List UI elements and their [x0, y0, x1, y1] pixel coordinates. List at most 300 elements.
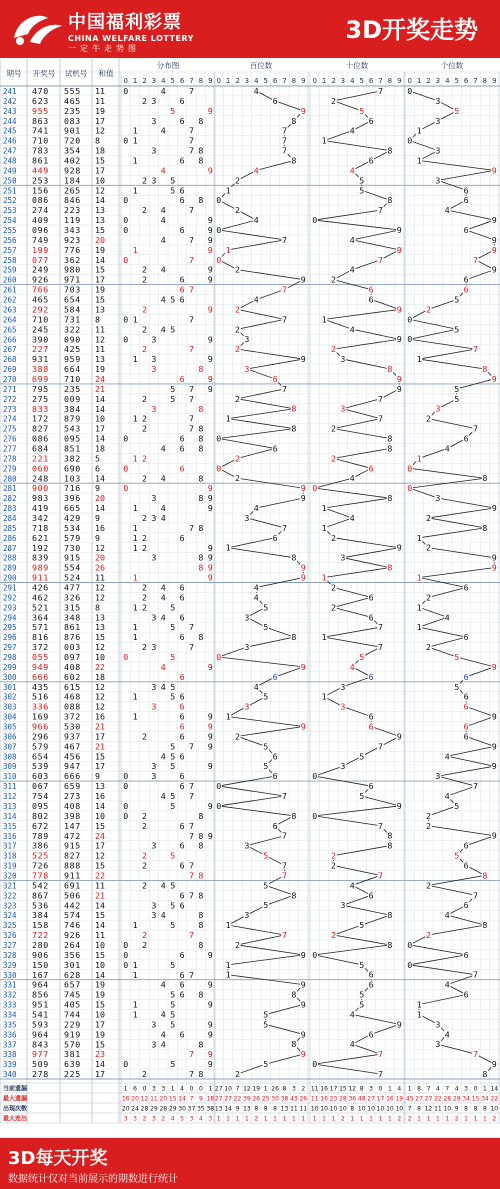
stat-value: 27 — [214, 1085, 223, 1093]
sum-value: 11 — [95, 324, 105, 335]
sum-value: 9 — [95, 532, 100, 543]
distribution-digit: 2 — [142, 95, 147, 106]
stat-value: 29 — [452, 1095, 461, 1103]
test-number: 264 — [64, 939, 81, 950]
sum-value: 10 — [95, 959, 105, 970]
distribution-digit: 8 — [198, 910, 204, 921]
trend-point: 6 — [463, 691, 469, 702]
stat-value: 8 — [350, 1105, 355, 1113]
test-number: 382 — [64, 453, 81, 464]
sum-value: 11 — [95, 880, 105, 891]
stat-value: 22 — [233, 1095, 242, 1103]
trend-point: 1 — [321, 572, 327, 583]
trend-point: 0 — [216, 781, 222, 792]
section-header-3: 个位数 — [440, 61, 464, 70]
draw-number: 726 — [32, 860, 49, 871]
trend-point: 6 — [368, 463, 374, 474]
stat-value: 4 — [198, 1115, 203, 1123]
stat-value: 0 — [142, 1085, 147, 1093]
trend-point: 4 — [444, 205, 450, 216]
issue-number: 249 — [3, 166, 17, 176]
stat-value: 2 — [142, 1115, 147, 1123]
digit-header: 8 — [198, 77, 204, 85]
draw-number: 789 — [32, 830, 49, 841]
trend-point: 7 — [282, 383, 287, 394]
distribution-digit: 4 — [160, 205, 166, 216]
draw-number: 684 — [32, 443, 49, 454]
distribution-digit: 4 — [160, 264, 166, 275]
page-title: 3D开奖走势 — [345, 16, 478, 44]
draw-number: 955 — [32, 105, 49, 116]
distribution-digit: 8 — [198, 423, 204, 434]
stat-value: 8 — [482, 1105, 487, 1113]
trend-point: 7 — [378, 1069, 383, 1080]
distribution-digit: 4 — [160, 582, 166, 593]
stat-value: 34 — [481, 1095, 489, 1103]
distribution-digit: 9 — [207, 979, 213, 990]
trend-point: 2 — [426, 512, 431, 523]
issue-number: 308 — [3, 752, 17, 762]
trend-point: 1 — [416, 155, 422, 166]
stat-value: 1 — [301, 1115, 306, 1123]
distribution-digit: 5 — [170, 383, 176, 394]
sum-value: 9 — [95, 512, 100, 523]
distribution-digit: 5 — [170, 105, 176, 116]
trend-point: 4 — [349, 1039, 355, 1050]
trend-point: 2 — [235, 175, 240, 186]
issue-number: 316 — [3, 831, 17, 841]
digit-header: 6 — [179, 77, 185, 85]
test-number: 147 — [64, 820, 81, 831]
stat-value: 1 — [263, 1085, 268, 1093]
sum-value: 14 — [95, 393, 105, 404]
test-number: 928 — [64, 165, 81, 176]
stat-value: 1 — [244, 1115, 249, 1123]
sum-value: 11 — [95, 95, 105, 106]
distribution-digit: 9 — [207, 761, 213, 772]
issue-number: 255 — [3, 226, 17, 236]
trend-point: 8 — [482, 364, 488, 375]
draw-number: 516 — [32, 691, 49, 702]
sum-value: 14 — [95, 195, 105, 206]
issue-number: 265 — [3, 325, 17, 335]
logo-chinese-name: 中国福利彩票 — [68, 12, 182, 33]
digit-header: 5 — [359, 77, 364, 85]
draw-number: 292 — [32, 304, 49, 315]
issue-number: 307 — [3, 742, 17, 752]
stat-value: 25 — [261, 1095, 270, 1103]
draw-number: 521 — [32, 602, 49, 613]
test-number: 235 — [64, 383, 81, 394]
trend-point: 3 — [340, 354, 346, 365]
distribution-digit: 7 — [189, 622, 194, 633]
distribution-digit: 2 — [142, 344, 147, 355]
issue-number: 315 — [3, 821, 17, 831]
trend-point: 3 — [435, 95, 441, 106]
stat-value: 2 — [301, 1085, 306, 1093]
distribution-digit: 6 — [179, 751, 185, 762]
trend-point: 2 — [331, 453, 336, 464]
trend-point: 9 — [300, 999, 306, 1010]
distribution-digit: 3 — [151, 910, 157, 921]
stat-value: 8 — [263, 1105, 268, 1113]
stat-value: 0 — [378, 1085, 383, 1093]
sum-value: 17 — [95, 840, 105, 851]
draw-number: 666 — [32, 671, 49, 682]
distribution-digit: 2 — [142, 413, 147, 424]
distribution-digit: 2 — [142, 512, 147, 523]
issue-column-header: 期号 — [6, 69, 22, 78]
trend-point: 5 — [263, 622, 269, 633]
stat-value: 3 — [291, 1085, 296, 1093]
trend-point: 3 — [340, 552, 346, 563]
distribution-digit: 1 — [132, 314, 138, 325]
issue-number: 340 — [3, 1070, 17, 1080]
trend-point: 4 — [253, 503, 259, 514]
sum-value: 26 — [95, 562, 105, 573]
trend-point: 0 — [312, 810, 318, 821]
stat-value: 37 — [187, 1105, 196, 1113]
digit-header: 9 — [397, 77, 402, 85]
trend-point: 1 — [321, 135, 327, 146]
sum-value: 15 — [95, 820, 105, 831]
stat-value: 3 — [208, 1115, 213, 1123]
distribution-digit: 1 — [132, 453, 138, 464]
trend-point: 1 — [225, 413, 231, 424]
stat-value: 9 — [198, 1095, 203, 1103]
distribution-digit: 5 — [170, 741, 176, 752]
issue-number: 297 — [3, 643, 17, 653]
issue-number: 290 — [3, 573, 17, 583]
issue-number: 335 — [3, 1020, 17, 1030]
distribution-digit: 1 — [132, 125, 138, 136]
draw-number: 542 — [32, 880, 49, 891]
trend-point: 9 — [300, 562, 306, 573]
draw-number: 150 — [32, 959, 49, 970]
distribution-digit: 9 — [207, 711, 213, 722]
trend-point: 1 — [416, 453, 422, 464]
sum-value: 12 — [95, 185, 105, 196]
distribution-digit: 8 — [198, 632, 204, 643]
sum-value: 17 — [95, 761, 105, 772]
test-number: 746 — [64, 920, 81, 931]
digit-header: 4 — [350, 77, 355, 85]
footer-note: 数据统计仅对当前展示的期数进行统计 — [8, 1174, 178, 1185]
distribution-digit: 6 — [179, 781, 185, 792]
issue-number: 272 — [3, 394, 17, 404]
issue-number: 276 — [3, 434, 17, 444]
digit-header: 3 — [435, 77, 441, 85]
trend-point: 8 — [291, 423, 297, 434]
draw-number: 409 — [32, 215, 49, 226]
trend-point: 7 — [378, 254, 383, 265]
distribution-digit: 1 — [132, 920, 138, 931]
draw-number: 095 — [32, 800, 49, 811]
distribution-digit: 3 — [151, 612, 157, 623]
issue-number: 288 — [3, 553, 17, 563]
digit-header: 4 — [445, 77, 450, 85]
draw-number: 364 — [32, 612, 49, 623]
sum-value: 17 — [95, 274, 105, 285]
distribution-digit: 6 — [179, 155, 185, 166]
distribution-digit: 1 — [132, 155, 138, 166]
trend-point: 4 — [253, 681, 259, 692]
issue-number: 277 — [3, 444, 17, 454]
test-number: 097 — [64, 652, 81, 663]
distribution-digit: 7 — [189, 830, 194, 841]
sum-value: 12 — [95, 681, 105, 692]
stat-value: 11 — [310, 1095, 319, 1103]
draw-number: 783 — [32, 145, 49, 156]
trend-point: 8 — [482, 870, 488, 881]
trend-point: 5 — [359, 185, 365, 196]
stat-value: 2 — [161, 1115, 166, 1123]
stat-value: 1 — [350, 1115, 355, 1123]
stat-value: 15 — [339, 1085, 347, 1093]
distribution-digit: 8 — [198, 145, 204, 156]
stat-value: 10 — [320, 1105, 328, 1113]
distribution-digit: 7 — [189, 413, 194, 424]
trend-point: 6 — [368, 294, 374, 305]
draw-number: 419 — [32, 503, 49, 514]
draw-number: 449 — [32, 165, 49, 176]
distribution-digit: 6 — [179, 284, 185, 295]
distribution-digit: 7 — [189, 1069, 194, 1080]
test-number: 639 — [64, 1059, 81, 1070]
test-number: 003 — [64, 642, 81, 653]
test-number: 926 — [64, 930, 81, 941]
test-number: 408 — [64, 661, 81, 672]
test-number: 265 — [64, 185, 81, 196]
trend-point: 7 — [282, 145, 287, 156]
draw-number: 839 — [32, 552, 49, 563]
sum-value: 14 — [95, 254, 105, 265]
trend-point: 5 — [359, 959, 365, 970]
trend-point: 5 — [263, 850, 269, 861]
distribution-digit: 3 — [151, 145, 157, 156]
trend-point: 1 — [416, 622, 422, 633]
distribution-digit: 2 — [142, 850, 147, 861]
issue-number: 267 — [3, 345, 17, 355]
distribution-digit: 8 — [198, 115, 204, 126]
digit-header: 2 — [331, 77, 336, 85]
distribution-digit: 4 — [160, 751, 166, 762]
stat-value: 4 — [435, 1085, 440, 1093]
test-number: 343 — [64, 225, 81, 236]
stat-value: 16 — [320, 1095, 328, 1103]
sum-value: 18 — [95, 671, 105, 682]
stat-value: 13 — [243, 1105, 251, 1113]
trend-point: 2 — [235, 453, 240, 464]
sum-value: 14 — [95, 800, 105, 811]
distribution-digit: 6 — [179, 632, 185, 643]
stat-value: 1 — [387, 1085, 392, 1093]
stat-value: 35 — [197, 1105, 205, 1113]
distribution-digit: 5 — [170, 294, 176, 305]
digit-header: 0 — [123, 77, 128, 85]
trend-point: 1 — [225, 244, 231, 255]
trend-point: 7 — [378, 205, 383, 216]
draw-number: 571 — [32, 622, 49, 633]
issue-number: 305 — [3, 722, 17, 732]
test-number: 901 — [64, 125, 81, 136]
trend-point: 3 — [435, 115, 441, 126]
distribution-digit: 4 — [160, 661, 166, 672]
distribution-digit: 4 — [160, 612, 166, 623]
test-number: 659 — [64, 781, 81, 792]
distribution-digit: 7 — [189, 969, 194, 980]
trend-point: 1 — [416, 602, 422, 613]
trend-point: 8 — [291, 890, 297, 901]
distribution-digit: 6 — [179, 592, 185, 603]
trend-point: 1 — [416, 572, 422, 583]
distribution-digit: 2 — [142, 731, 147, 742]
stat-row-label: 当前遗漏 — [3, 1085, 28, 1093]
sum-value: 14 — [95, 403, 105, 414]
trend-point: 0 — [407, 483, 413, 494]
stat-value: 1 — [312, 1115, 317, 1123]
stat-value: 0 — [189, 1085, 194, 1093]
trend-point: 1 — [416, 999, 422, 1010]
test-number: 691 — [64, 880, 81, 891]
trend-point: 0 — [312, 483, 318, 494]
sum-value: 17 — [95, 1019, 105, 1030]
trend-point: 5 — [359, 751, 365, 762]
stat-value: 8 — [254, 1105, 259, 1113]
issue-number: 274 — [3, 414, 17, 424]
distribution-digit: 9 — [207, 274, 213, 285]
draw-number: 718 — [32, 522, 49, 533]
sum-value: 17 — [95, 115, 105, 126]
sum-value: 19 — [95, 105, 105, 116]
draw-number: 867 — [32, 890, 49, 901]
stat-value: 8 — [282, 1085, 287, 1093]
distribution-digit: 3 — [151, 761, 157, 772]
stat-value: 16 — [320, 1085, 328, 1093]
distribution-digit: 6 — [179, 949, 185, 960]
distribution-digit: 5 — [170, 850, 176, 861]
draw-number: 710 — [32, 135, 49, 146]
trend-point: 4 — [349, 512, 355, 523]
trend-point: 6 — [463, 721, 469, 732]
draw-number: 280 — [32, 939, 49, 950]
test-number: 354 — [64, 145, 81, 156]
sum-value: 19 — [95, 1029, 105, 1040]
distribution-digit: 7 — [189, 791, 194, 802]
distribution-digit: 5 — [170, 652, 176, 663]
draw-number: 245 — [32, 324, 49, 335]
issue-number: 303 — [3, 702, 17, 712]
trend-point: 1 — [321, 522, 327, 533]
digit-header: 9 — [208, 77, 213, 85]
trend-point: 9 — [491, 215, 497, 226]
issue-number: 298 — [3, 653, 17, 663]
distribution-digit: 9 — [207, 373, 213, 384]
stat-value: 1 — [170, 1085, 175, 1093]
test-number: 301 — [64, 959, 81, 970]
draw-number: 603 — [32, 771, 49, 782]
draw-number: 541 — [32, 1009, 49, 1020]
stat-value: 3 — [369, 1085, 374, 1093]
trend-point: 6 — [463, 989, 469, 1000]
test-number: 720 — [64, 135, 81, 146]
stat-value: 1 — [216, 1115, 221, 1123]
issue-number: 334 — [3, 1010, 17, 1020]
distribution-digit: 4 — [160, 681, 166, 692]
test-number: 628 — [64, 969, 81, 980]
distribution-digit: 8 — [198, 443, 204, 454]
trend-point: 6 — [463, 701, 469, 712]
test-number: 657 — [64, 979, 81, 990]
trend-point: 3 — [244, 910, 250, 921]
distribution-digit: 4 — [160, 979, 166, 990]
distribution-digit: 7 — [189, 423, 194, 434]
trend-point: 1 — [416, 1009, 422, 1020]
distribution-digit: 7 — [189, 642, 194, 653]
draw-number: 856 — [32, 989, 49, 1000]
distribution-digit: 9 — [207, 949, 213, 960]
trend-point: 4 — [349, 880, 355, 891]
trend-point: 9 — [396, 334, 402, 345]
draw-column-header: 开奖号 — [32, 69, 56, 78]
trend-point: 9 — [396, 542, 402, 553]
distribution-digit: 9 — [207, 830, 213, 841]
trend-point: 1 — [416, 532, 422, 543]
trend-point: 5 — [263, 761, 269, 772]
distribution-digit: 8 — [198, 403, 204, 414]
distribution-digit: 9 — [207, 354, 213, 365]
distribution-digit: 9 — [207, 661, 213, 672]
trend-point: 8 — [387, 939, 393, 950]
distribution-digit: 2 — [142, 205, 147, 216]
test-number: 716 — [64, 483, 81, 494]
sum-value: 15 — [95, 264, 105, 275]
trend-point: 2 — [235, 264, 240, 275]
test-number: 602 — [64, 671, 81, 682]
distribution-digit: 8 — [198, 840, 204, 851]
distribution-digit: 5 — [170, 681, 176, 692]
trend-point: 1 — [225, 959, 231, 970]
trend-point: 6 — [463, 731, 469, 742]
trend-point: 2 — [426, 820, 431, 831]
trend-point: 4 — [253, 165, 259, 176]
digit-header: 0 — [312, 77, 317, 85]
sum-value: 17 — [95, 731, 105, 742]
distribution-digit: 2 — [142, 274, 147, 285]
trend-point: 4 — [349, 1009, 355, 1020]
stat-value: 45 — [405, 1095, 414, 1103]
distribution-digit: 7 — [189, 234, 194, 245]
stat-value: 11 — [434, 1105, 442, 1113]
distribution-digit: 4 — [160, 234, 166, 245]
distribution-digit: 9 — [207, 1049, 213, 1060]
trend-point: 9 — [491, 165, 497, 176]
draw-number: 766 — [32, 284, 49, 295]
stat-value: 4 — [180, 1085, 185, 1093]
trend-point: 9 — [396, 244, 402, 255]
distribution-digit: 5 — [170, 999, 176, 1010]
distribution-digit: 2 — [142, 1069, 147, 1080]
stat-value: 29 — [168, 1105, 177, 1113]
trend-point: 6 — [463, 840, 469, 851]
test-number: 710 — [64, 373, 81, 384]
draw-number: 911 — [32, 572, 49, 583]
sum-value: 14 — [95, 473, 105, 484]
issue-number: 293 — [3, 603, 17, 613]
sum-value: 12 — [95, 125, 105, 136]
trend-point: 5 — [359, 175, 365, 186]
sum-value: 13 — [95, 304, 105, 315]
